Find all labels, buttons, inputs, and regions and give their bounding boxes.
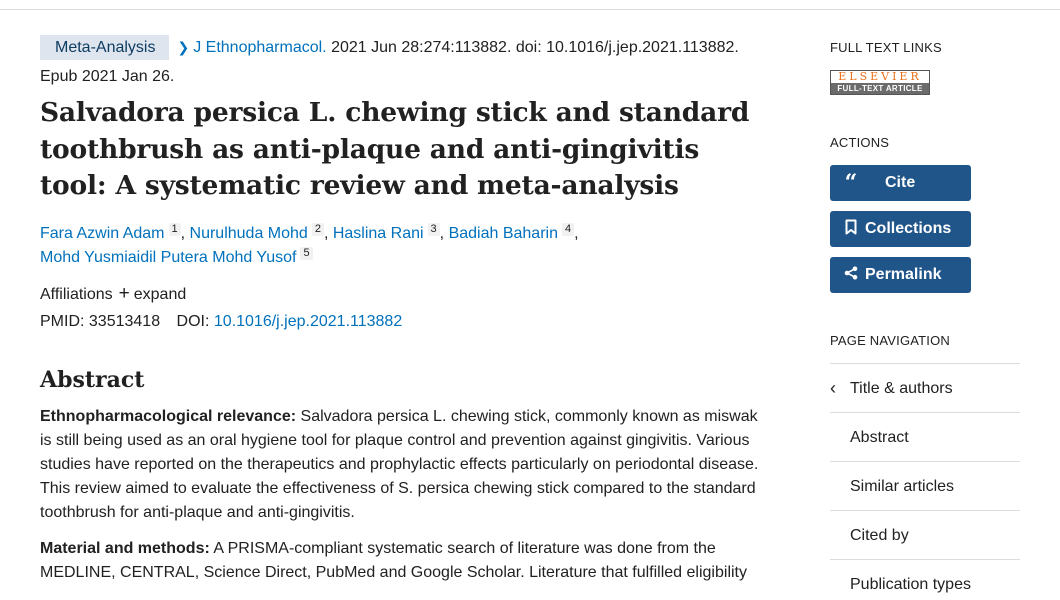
permalink-button[interactable]	[830, 257, 971, 293]
affiliation-marker[interactable]: 3	[428, 223, 440, 236]
elsevier-subtext: FULL-TEXT ARTICLE	[831, 83, 929, 94]
elsevier-full-text-link[interactable]	[830, 70, 930, 95]
abstract-subheading: Material and methods:	[40, 539, 210, 557]
citation-details: 2021 Jun 28:274:113882. doi: 10.1016/j.jep.2021.113882.	[331, 39, 739, 56]
chevron-right-icon: ❯	[177, 39, 190, 55]
doi-link[interactable]: 10.1016/j.jep.2021.113882	[213, 312, 403, 330]
nav-item-label: Similar articles	[850, 478, 955, 495]
affiliation-marker[interactable]: 5	[300, 247, 312, 260]
bookmark-icon	[842, 211, 860, 247]
share-icon	[842, 257, 860, 293]
author-list: Fara Azwin Adam $^1$ , Nurulhuda Mohd $^2$ , Haslina Rani $^3$ , Badiah Baharin $^4$ , Mohd Yusmiaidil Putera Mohd Yusof $^5$	[40, 222, 579, 266]
journal-link[interactable]	[177, 39, 326, 56]
affiliations-label: Affiliations	[40, 285, 113, 303]
page-navigation-heading: PAGE NAVIGATION	[830, 333, 951, 348]
plus-icon[interactable]: +	[118, 282, 130, 304]
abstract-paragraph	[40, 537, 760, 585]
nav-item-label: Title & authors	[850, 380, 953, 397]
nav-item-label: Publication types	[850, 576, 971, 593]
abstract-subheading: Ethnopharmacological relevance:	[40, 407, 297, 425]
collections-button[interactable]	[830, 211, 971, 247]
epub-date: Epub 2021 Jan 26.	[40, 68, 175, 85]
author-link[interactable]: Haslina Rani	[332, 224, 424, 242]
abstract-paragraph	[40, 405, 760, 525]
affiliation-marker[interactable]: 4	[562, 223, 574, 236]
nav-item-cited-by[interactable]	[830, 511, 1020, 560]
nav-item-title-authors[interactable]	[830, 364, 1020, 413]
abstract-text: A PRISMA-compliant systematic search of literature was done from the MEDLINE, CENTRAL, Science Direct, PubMed and Google Scholar. Literature that fulfilled eligibility	[40, 539, 747, 581]
quote-icon: “	[844, 170, 858, 196]
article-title: Salvadora persica L. chewing stick and standard toothbrush as anti-plaque and anti-gingivitis tool: A systematic review and meta-analysis	[40, 97, 750, 201]
full-text-links-heading: FULL TEXT LINKS	[830, 40, 942, 55]
author-link[interactable]: Mohd Yusmiaidil Putera Mohd Yusof	[40, 248, 297, 266]
nav-item-similar-articles[interactable]	[830, 462, 1020, 511]
cite-button-label: Cite	[885, 174, 916, 191]
elsevier-logo-text: ELSEVIER	[831, 71, 929, 83]
author-link[interactable]: Badiah Baharin	[448, 224, 558, 242]
permalink-button-label: Permalink	[865, 266, 942, 283]
expand-affiliations-button[interactable]: expand	[133, 285, 187, 303]
doi-label: DOI:	[176, 312, 210, 330]
pmid-value: 33513418	[88, 312, 161, 330]
nav-item-label: Abstract	[850, 429, 909, 446]
top-divider	[0, 0, 1060, 10]
chevron-left-icon: ‹	[830, 378, 836, 398]
nav-item-publication-types[interactable]	[830, 560, 1020, 600]
article-main	[40, 33, 760, 585]
page-navigation-list	[830, 363, 1020, 600]
publication-type-badge: Meta-Analysis	[40, 35, 169, 60]
nav-item-abstract[interactable]	[830, 413, 1020, 462]
cite-button[interactable]	[830, 165, 971, 201]
abstract-heading: Abstract	[40, 366, 145, 393]
identifiers-row	[40, 310, 760, 334]
pmid-label: PMID:	[40, 312, 85, 330]
author-link[interactable]: Fara Azwin Adam	[40, 224, 165, 242]
author-link[interactable]: Nurulhuda Mohd	[189, 224, 308, 242]
citation-line	[40, 33, 760, 91]
affiliation-marker[interactable]: 1	[169, 223, 181, 236]
abstract-text: Salvadora persica L. chewing stick, commonly known as miswak is still being used as an oral hygiene tool for plaque control and prevention against gingivitis. Various studies have reported on the therapeutics and prophylactic effects particularly on periodontal disease. This review aimed to evaluate the effectiveness of S. persica chewing stick compared to the standard toothbrush for anti-plaque and anti-gingivitis.	[40, 407, 759, 521]
nav-item-label: Cited by	[850, 527, 909, 544]
affiliations-row	[40, 282, 760, 307]
affiliation-marker[interactable]: 2	[312, 223, 324, 236]
journal-name: J Ethnopharmacol.	[193, 39, 327, 56]
actions-heading: ACTIONS	[830, 135, 890, 150]
collections-button-label: Collections	[865, 220, 952, 237]
